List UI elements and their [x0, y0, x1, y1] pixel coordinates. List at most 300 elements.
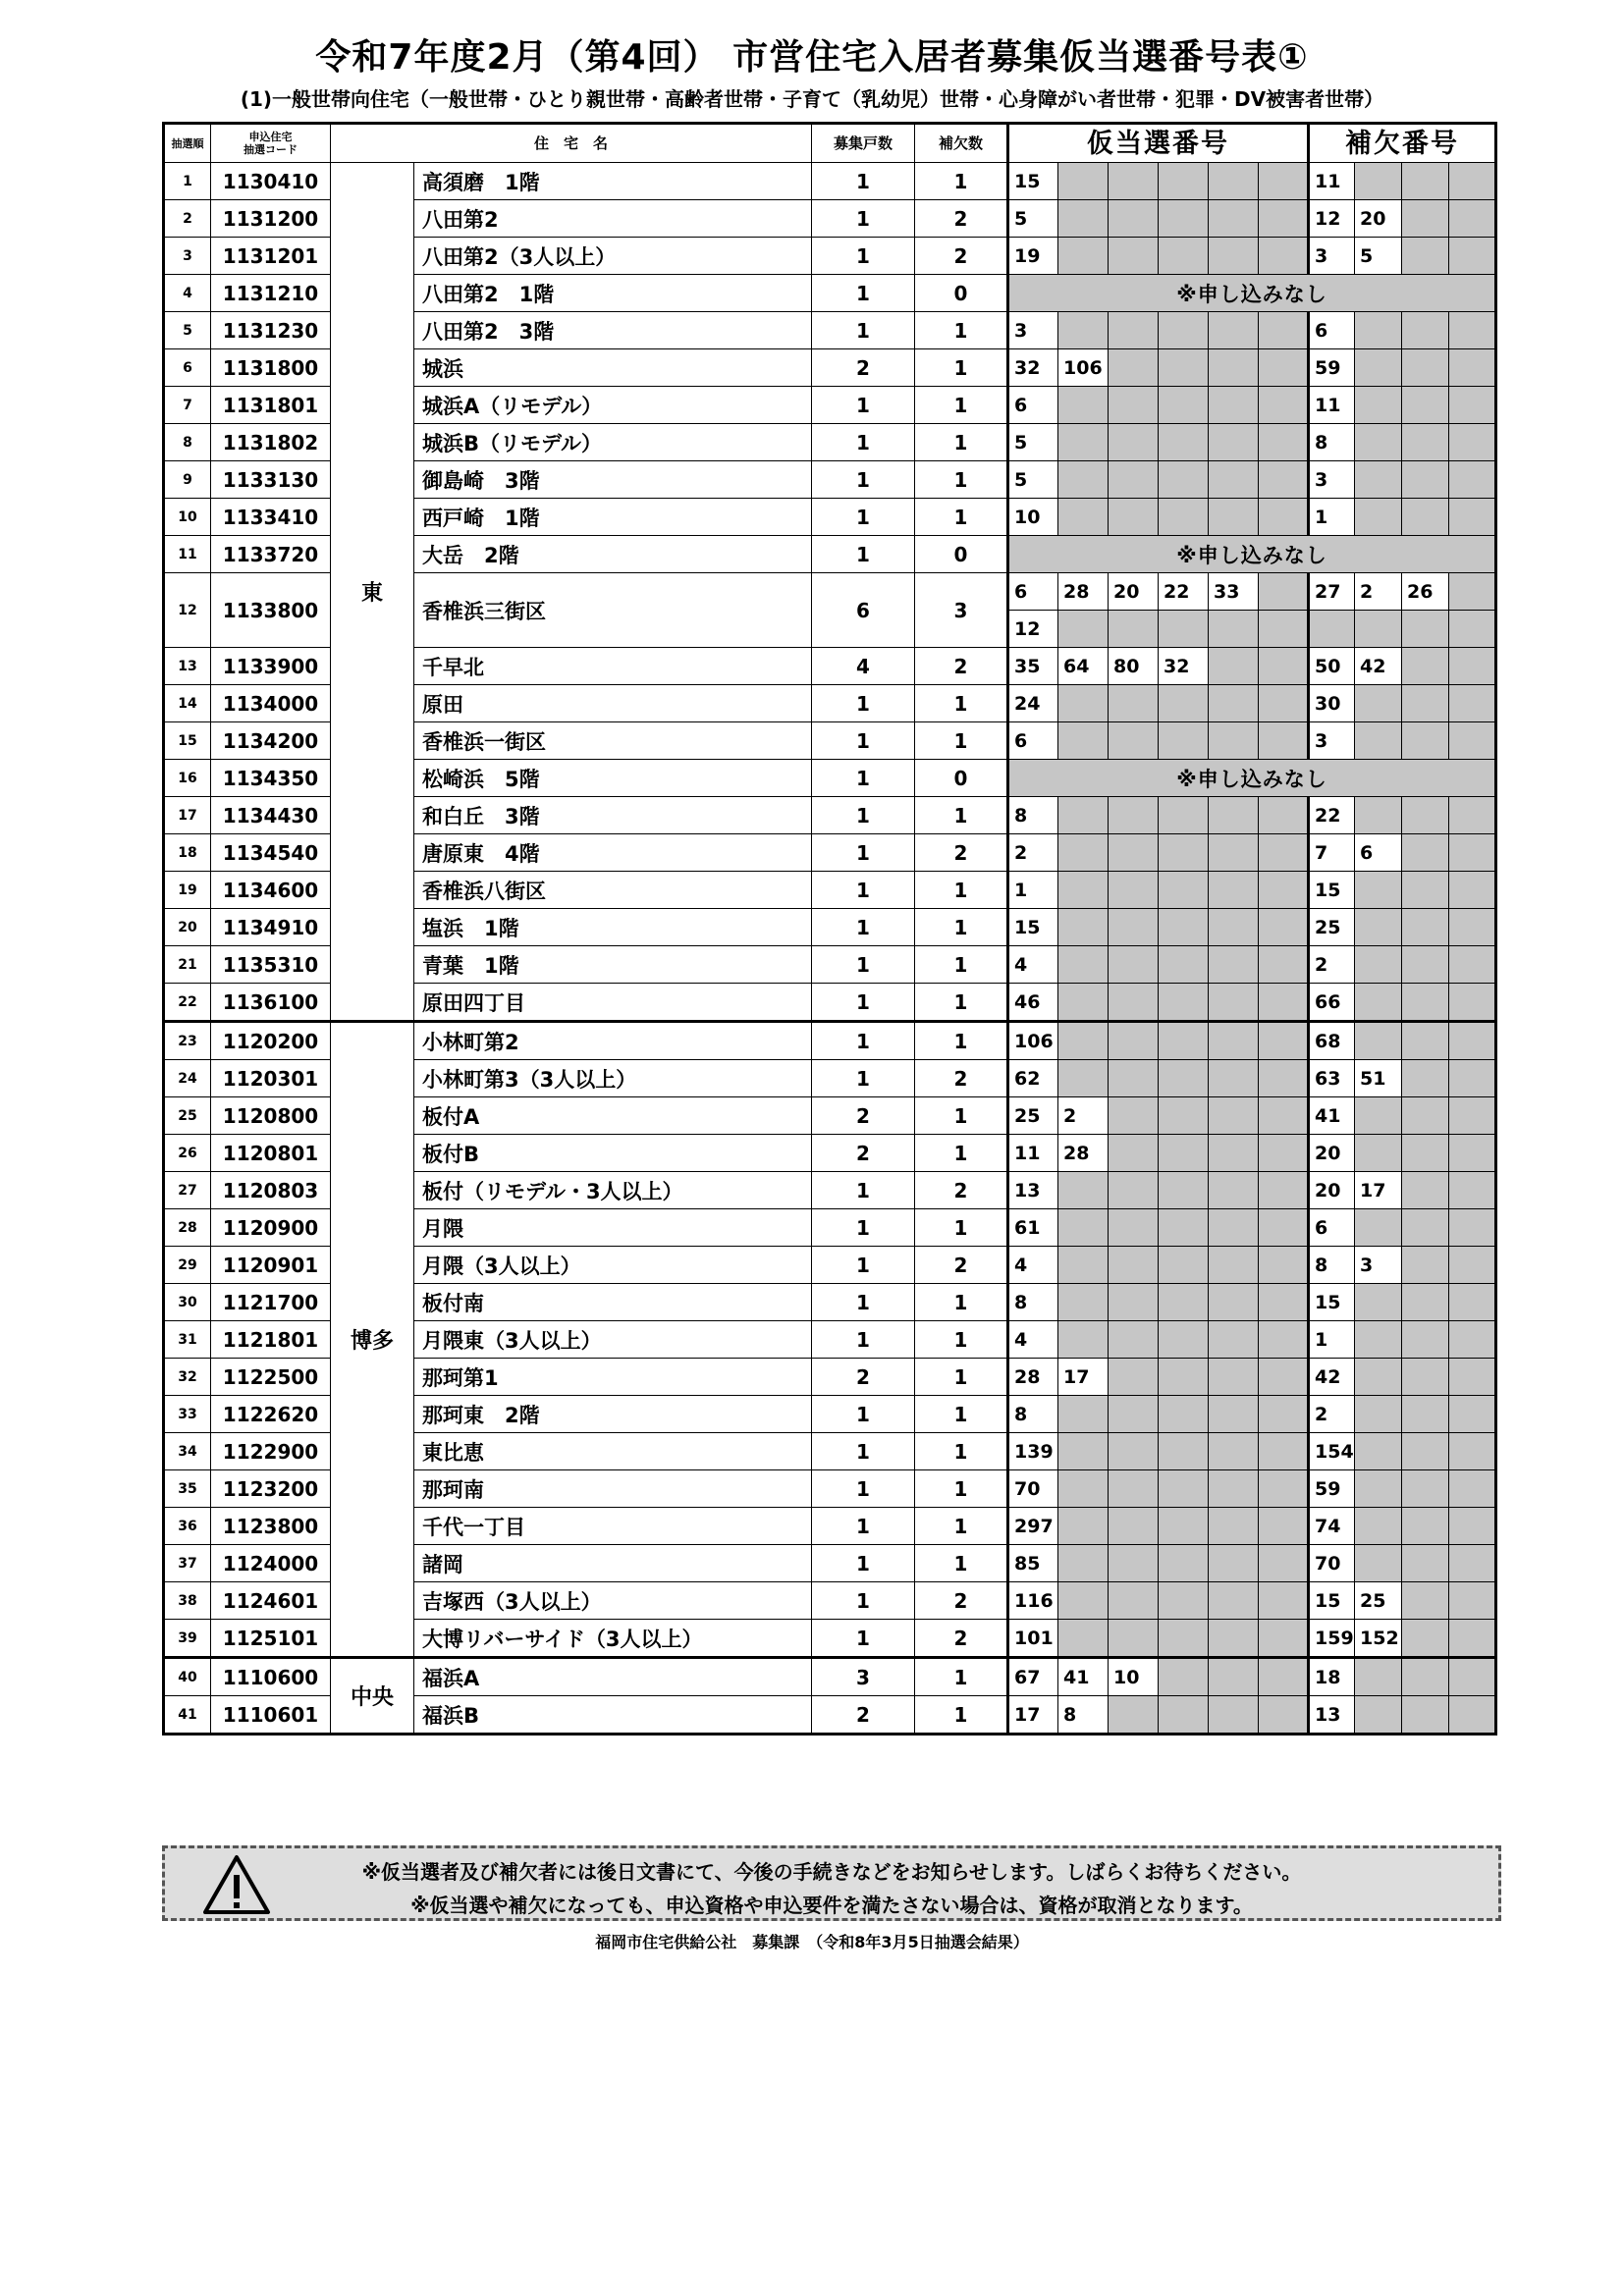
cell-no: 23: [164, 1022, 211, 1060]
winner-number-cell: [1109, 909, 1159, 946]
cell-code: 1120900: [211, 1209, 331, 1247]
cell-name: 板付南: [414, 1284, 812, 1321]
winner-number-cell: [1058, 1022, 1109, 1060]
reserve-number-cell: [1402, 1172, 1449, 1209]
winner-number-cell: [1159, 1209, 1209, 1247]
cell-recruit: 1: [812, 1247, 915, 1284]
cell-name: 八田第2（3人以上）: [414, 238, 812, 275]
reserve-number-cell: [1449, 1097, 1496, 1135]
winner-number-cell: [1109, 872, 1159, 909]
winner-number-cell: [1058, 685, 1109, 722]
winner-number-cell: [1109, 1209, 1159, 1247]
cell-recruit: 1: [812, 1060, 915, 1097]
winner-number-cell: [1259, 163, 1309, 200]
reserve-number-cell: 50: [1309, 648, 1355, 685]
winner-number-cell: 2: [1008, 834, 1058, 872]
reserve-number-cell: [1355, 349, 1402, 387]
winner-number-cell: [1109, 1470, 1159, 1508]
cell-no: 6: [164, 349, 211, 387]
winner-number-cell: [1259, 387, 1309, 424]
cell-code: 1122620: [211, 1396, 331, 1433]
reserve-number-cell: [1402, 200, 1449, 238]
reserve-number-cell: [1402, 499, 1449, 536]
winner-number-cell: [1058, 1545, 1109, 1582]
winner-number-cell: [1159, 1396, 1209, 1433]
cell-code: 1134600: [211, 872, 331, 909]
cell-recruit: 1: [812, 163, 915, 200]
reserve-number-cell: [1449, 1321, 1496, 1359]
cell-name: 原田四丁目: [414, 984, 812, 1022]
winner-number-cell: [1109, 1582, 1159, 1620]
reserve-number-cell: [1449, 200, 1496, 238]
winner-number-cell: [1159, 984, 1209, 1022]
winner-number-cell: 116: [1008, 1582, 1058, 1620]
cell-name: 和白丘 3階: [414, 797, 812, 834]
cell-recruit: 1: [812, 1545, 915, 1582]
reserve-number-cell: [1355, 499, 1402, 536]
cell-no: 25: [164, 1097, 211, 1135]
reserve-number-cell: [1402, 1433, 1449, 1470]
cell-code: 1134350: [211, 760, 331, 797]
winner-number-cell: [1209, 1022, 1259, 1060]
reserve-number-cell: [1355, 872, 1402, 909]
winner-number-cell: [1209, 611, 1259, 648]
cell-backup: 2: [915, 1247, 1008, 1284]
reserve-number-cell: 8: [1309, 1247, 1355, 1284]
cell-no: 33: [164, 1396, 211, 1433]
cell-code: 1134910: [211, 909, 331, 946]
winner-number-cell: [1259, 1247, 1309, 1284]
winner-number-cell: [1058, 1172, 1109, 1209]
cell-no: 18: [164, 834, 211, 872]
cell-recruit: 1: [812, 1620, 915, 1658]
cell-code: 1123800: [211, 1508, 331, 1545]
winner-number-cell: 25: [1008, 1097, 1058, 1135]
reserve-number-cell: [1402, 797, 1449, 834]
cell-recruit: 1: [812, 1470, 915, 1508]
winner-number-cell: [1058, 834, 1109, 872]
reserve-number-cell: [1402, 685, 1449, 722]
winner-number-cell: [1159, 499, 1209, 536]
winner-number-cell: 61: [1008, 1209, 1058, 1247]
cell-no: 7: [164, 387, 211, 424]
winner-number-cell: 67: [1008, 1658, 1058, 1696]
reserve-number-cell: [1449, 1135, 1496, 1172]
reserve-number-cell: [1449, 1696, 1496, 1735]
winner-number-cell: [1109, 1284, 1159, 1321]
winner-number-cell: 41: [1058, 1658, 1109, 1696]
cell-name: 城浜A（リモデル）: [414, 387, 812, 424]
cell-code: 1133900: [211, 648, 331, 685]
reserve-number-cell: [1402, 1060, 1449, 1097]
reserve-number-cell: 20: [1309, 1172, 1355, 1209]
winner-number-cell: [1058, 722, 1109, 760]
winner-number-cell: 8: [1008, 1396, 1058, 1433]
winner-number-cell: 13: [1008, 1172, 1058, 1209]
cell-name: 松崎浜 5階: [414, 760, 812, 797]
header-code-line2: 抽選コード: [244, 143, 298, 156]
winner-number-cell: 28: [1058, 1135, 1109, 1172]
winner-number-cell: [1159, 312, 1209, 349]
cell-recruit: 2: [812, 1135, 915, 1172]
cell-no: 20: [164, 909, 211, 946]
winner-number-cell: [1109, 797, 1159, 834]
winner-number-cell: [1259, 238, 1309, 275]
winner-number-cell: [1159, 685, 1209, 722]
reserve-number-cell: 13: [1309, 1696, 1355, 1735]
winner-number-cell: 297: [1008, 1508, 1058, 1545]
winner-number-cell: [1259, 1433, 1309, 1470]
reserve-number-cell: [1449, 1396, 1496, 1433]
winner-number-cell: [1209, 312, 1259, 349]
cell-code: 1120901: [211, 1247, 331, 1284]
cell-name: 吉塚西（3人以上）: [414, 1582, 812, 1620]
winner-number-cell: [1109, 349, 1159, 387]
winner-number-cell: [1259, 872, 1309, 909]
reserve-number-cell: 20: [1309, 1135, 1355, 1172]
winner-number-cell: [1109, 238, 1159, 275]
winner-number-cell: 4: [1008, 1321, 1058, 1359]
winner-number-cell: [1209, 1545, 1259, 1582]
cell-code: 1122500: [211, 1359, 331, 1396]
winner-number-cell: [1109, 1620, 1159, 1658]
reserve-number-cell: 20: [1355, 200, 1402, 238]
cell-backup: 1: [915, 387, 1008, 424]
winner-number-cell: [1259, 611, 1309, 648]
reserve-number-cell: 3: [1309, 238, 1355, 275]
winner-number-cell: [1109, 1359, 1159, 1396]
winner-number-cell: [1259, 573, 1309, 611]
winner-number-cell: 17: [1008, 1696, 1058, 1735]
table-row: [164, 1022, 1496, 1060]
winner-number-cell: 19: [1008, 238, 1058, 275]
winner-number-cell: [1109, 461, 1159, 499]
winner-number-cell: [1259, 1060, 1309, 1097]
reserve-number-cell: [1449, 1470, 1496, 1508]
cell-code: 1120301: [211, 1060, 331, 1097]
reserve-number-cell: [1355, 1097, 1402, 1135]
winner-number-cell: [1109, 1172, 1159, 1209]
cell-backup: 1: [915, 872, 1008, 909]
cell-backup: 1: [915, 1470, 1008, 1508]
cell-code: 1110600: [211, 1658, 331, 1696]
reserve-number-cell: [1402, 1135, 1449, 1172]
winner-number-cell: [1058, 946, 1109, 984]
reserve-number-cell: [1449, 1209, 1496, 1247]
reserve-number-cell: [1355, 312, 1402, 349]
winner-number-cell: 8: [1008, 1284, 1058, 1321]
winner-number-cell: [1159, 461, 1209, 499]
cell-code: 1133800: [211, 573, 331, 648]
cell-recruit: 1: [812, 499, 915, 536]
cell-code: 1135310: [211, 946, 331, 984]
cell-name: 東比恵: [414, 1433, 812, 1470]
reserve-number-cell: [1449, 1172, 1496, 1209]
winner-number-cell: [1109, 312, 1159, 349]
winner-number-cell: [1159, 200, 1209, 238]
winner-number-cell: [1259, 1135, 1309, 1172]
cell-code: 1131800: [211, 349, 331, 387]
winner-number-cell: [1159, 163, 1209, 200]
reserve-number-cell: [1402, 461, 1449, 499]
no-application-cell: ※申し込みなし: [1008, 275, 1496, 312]
winner-number-cell: [1259, 1470, 1309, 1508]
reserve-number-cell: [1449, 797, 1496, 834]
cell-no: 8: [164, 424, 211, 461]
reserve-number-cell: [1355, 1508, 1402, 1545]
table-row: [164, 163, 1496, 200]
winner-number-cell: [1159, 1172, 1209, 1209]
winner-number-cell: [1109, 1433, 1159, 1470]
cell-name: 那珂東 2階: [414, 1396, 812, 1433]
reserve-number-cell: [1402, 909, 1449, 946]
reserve-number-cell: [1402, 722, 1449, 760]
cell-backup: 1: [915, 1135, 1008, 1172]
winner-number-cell: [1209, 1582, 1259, 1620]
cell-backup: 1: [915, 1209, 1008, 1247]
winner-number-cell: [1058, 1620, 1109, 1658]
header-name: 住 宅 名: [331, 124, 812, 163]
cell-backup: 1: [915, 1658, 1008, 1696]
winner-number-cell: 5: [1008, 424, 1058, 461]
winner-number-cell: 5: [1008, 461, 1058, 499]
cell-name: 香椎浜三街区: [414, 573, 812, 648]
reserve-number-cell: 59: [1309, 349, 1355, 387]
cell-name: 香椎浜八街区: [414, 872, 812, 909]
cell-backup: 1: [915, 1433, 1008, 1470]
winner-number-cell: [1209, 349, 1259, 387]
winner-number-cell: [1209, 834, 1259, 872]
cell-no: 11: [164, 536, 211, 573]
winner-number-cell: [1109, 1545, 1159, 1582]
reserve-number-cell: [1355, 909, 1402, 946]
reserve-number-cell: [1355, 1209, 1402, 1247]
winner-number-cell: [1209, 872, 1259, 909]
cell-backup: 1: [915, 1097, 1008, 1135]
reserve-number-cell: 17: [1355, 1172, 1402, 1209]
cell-no: 24: [164, 1060, 211, 1097]
reserve-number-cell: [1449, 1247, 1496, 1284]
cell-recruit: 1: [812, 722, 915, 760]
cell-code: 1133130: [211, 461, 331, 499]
winner-number-cell: [1259, 1696, 1309, 1735]
reserve-number-cell: [1449, 872, 1496, 909]
reserve-number-cell: [1449, 1060, 1496, 1097]
winner-number-cell: [1259, 984, 1309, 1022]
cell-code: 1131802: [211, 424, 331, 461]
cell-no: 21: [164, 946, 211, 984]
winner-number-cell: [1159, 1060, 1209, 1097]
winner-number-cell: [1159, 1247, 1209, 1284]
winner-number-cell: [1159, 1620, 1209, 1658]
winner-number-cell: [1058, 1396, 1109, 1433]
cell-backup: 1: [915, 722, 1008, 760]
reserve-number-cell: [1355, 1022, 1402, 1060]
winner-number-cell: 5: [1008, 200, 1058, 238]
reserve-number-cell: [1402, 312, 1449, 349]
reserve-number-cell: [1449, 349, 1496, 387]
cell-name: 城浜: [414, 349, 812, 387]
header-winners: 仮当選番号: [1008, 124, 1309, 163]
winner-number-cell: 8: [1008, 797, 1058, 834]
winner-number-cell: [1159, 1508, 1209, 1545]
reserve-number-cell: [1449, 1022, 1496, 1060]
winner-number-cell: [1209, 648, 1259, 685]
cell-name: 福浜A: [414, 1658, 812, 1696]
winner-number-cell: 24: [1008, 685, 1058, 722]
winner-number-cell: [1209, 1135, 1259, 1172]
winner-number-cell: [1109, 387, 1159, 424]
district-label: 中央: [331, 1658, 414, 1735]
cell-recruit: 2: [812, 349, 915, 387]
cell-no: 4: [164, 275, 211, 312]
cell-code: 1124000: [211, 1545, 331, 1582]
page-title: 令和7年度2月（第4回） 市営住宅入居者募集仮当選番号表①: [315, 37, 1309, 78]
reserve-number-cell: [1402, 1696, 1449, 1735]
winner-number-cell: [1259, 722, 1309, 760]
cell-name: 原田: [414, 685, 812, 722]
reserve-number-cell: [1449, 946, 1496, 984]
cell-recruit: 1: [812, 946, 915, 984]
winner-number-cell: [1109, 685, 1159, 722]
winner-number-cell: 64: [1058, 648, 1109, 685]
winner-number-cell: [1259, 499, 1309, 536]
table-row: [164, 1658, 1496, 1696]
cell-no: 39: [164, 1620, 211, 1658]
winner-number-cell: [1058, 499, 1109, 536]
reserve-number-cell: [1449, 1433, 1496, 1470]
winner-number-cell: 17: [1058, 1359, 1109, 1396]
district-label: 博多: [331, 1022, 414, 1658]
winner-number-cell: [1209, 946, 1259, 984]
cell-name: 香椎浜一街区: [414, 722, 812, 760]
winner-number-cell: 20: [1109, 573, 1159, 611]
winner-number-cell: 106: [1008, 1022, 1058, 1060]
cell-backup: 2: [915, 1060, 1008, 1097]
cell-no: 1: [164, 163, 211, 200]
winner-number-cell: [1159, 1470, 1209, 1508]
reserve-number-cell: [1449, 685, 1496, 722]
winner-number-cell: [1209, 1359, 1259, 1396]
winner-number-cell: 3: [1008, 312, 1058, 349]
table-header-row: [164, 124, 1496, 163]
reserve-number-cell: [1402, 1359, 1449, 1396]
cell-recruit: 1: [812, 1433, 915, 1470]
winner-number-cell: [1259, 648, 1309, 685]
cell-recruit: 3: [812, 1658, 915, 1696]
winner-number-cell: 85: [1008, 1545, 1058, 1582]
winner-number-cell: [1259, 349, 1309, 387]
reserve-number-cell: 11: [1309, 387, 1355, 424]
winner-number-cell: 11: [1008, 1135, 1058, 1172]
winner-number-cell: [1058, 1209, 1109, 1247]
winner-number-cell: [1209, 1321, 1259, 1359]
winner-number-cell: [1209, 984, 1259, 1022]
winner-number-cell: [1109, 1508, 1159, 1545]
cell-no: 13: [164, 648, 211, 685]
reserve-number-cell: [1449, 499, 1496, 536]
cell-code: 1131210: [211, 275, 331, 312]
winner-number-cell: 4: [1008, 946, 1058, 984]
cell-code: 1133410: [211, 499, 331, 536]
winner-number-cell: [1259, 685, 1309, 722]
cell-no: 35: [164, 1470, 211, 1508]
cell-recruit: 4: [812, 648, 915, 685]
footer-note: 福岡市住宅供給公社 募集課 （令和8年3月5日抽選会結果）: [595, 1933, 1029, 1951]
cell-backup: 0: [915, 760, 1008, 797]
winner-number-cell: [1159, 722, 1209, 760]
winner-number-cell: [1209, 1658, 1259, 1696]
notice-box: [162, 1845, 1501, 1921]
winner-number-cell: [1109, 1097, 1159, 1135]
winner-number-cell: [1109, 1060, 1159, 1097]
cell-recruit: 1: [812, 797, 915, 834]
cell-name: 御島崎 3階: [414, 461, 812, 499]
reserve-number-cell: [1355, 611, 1402, 648]
cell-name: 月隈: [414, 1209, 812, 1247]
winner-number-cell: [1109, 722, 1159, 760]
winner-number-cell: [1109, 1022, 1159, 1060]
reserve-number-cell: [1402, 1321, 1449, 1359]
winner-number-cell: [1259, 200, 1309, 238]
winner-number-cell: [1159, 611, 1209, 648]
winner-number-cell: [1058, 1433, 1109, 1470]
reserve-number-cell: 42: [1309, 1359, 1355, 1396]
winner-number-cell: 1: [1008, 872, 1058, 909]
cell-backup: 2: [915, 238, 1008, 275]
cell-no: 22: [164, 984, 211, 1022]
winner-number-cell: [1259, 1284, 1309, 1321]
reserve-number-cell: 22: [1309, 797, 1355, 834]
cell-name: 青葉 1階: [414, 946, 812, 984]
winner-number-cell: [1058, 1321, 1109, 1359]
cell-backup: 0: [915, 275, 1008, 312]
winner-number-cell: [1058, 312, 1109, 349]
cell-name: 那珂南: [414, 1470, 812, 1508]
winner-number-cell: 10: [1008, 499, 1058, 536]
reserve-number-cell: 74: [1309, 1508, 1355, 1545]
winner-number-cell: [1109, 1321, 1159, 1359]
winner-number-cell: [1259, 1172, 1309, 1209]
notice-line-2: ※仮当選や補欠になっても、申込資格や申込要件を満たさない場合は、資格が取消となります。: [410, 1894, 1253, 1917]
winner-number-cell: [1209, 1396, 1259, 1433]
winner-number-cell: 8: [1058, 1696, 1109, 1735]
cell-recruit: 1: [812, 536, 915, 573]
cell-backup: 2: [915, 200, 1008, 238]
cell-backup: 2: [915, 1620, 1008, 1658]
cell-name: 千代一丁目: [414, 1508, 812, 1545]
winner-number-cell: [1209, 238, 1259, 275]
cell-recruit: 1: [812, 1172, 915, 1209]
winner-number-cell: [1259, 909, 1309, 946]
reserve-number-cell: [1402, 834, 1449, 872]
winner-number-cell: [1159, 1696, 1209, 1735]
cell-no: 12: [164, 573, 211, 648]
cell-backup: 2: [915, 1172, 1008, 1209]
cell-name: 小林町第3（3人以上）: [414, 1060, 812, 1097]
cell-name: 八田第2 1階: [414, 275, 812, 312]
cell-no: 2: [164, 200, 211, 238]
reserve-number-cell: [1449, 387, 1496, 424]
reserve-number-cell: [1449, 163, 1496, 200]
header-reserves: 補欠番号: [1309, 124, 1496, 163]
winner-number-cell: [1109, 946, 1159, 984]
reserve-number-cell: [1355, 1470, 1402, 1508]
winner-number-cell: [1109, 1135, 1159, 1172]
cell-name: 大博リバーサイド（3人以上）: [414, 1620, 812, 1658]
winner-number-cell: [1209, 1097, 1259, 1135]
reserve-number-cell: 42: [1355, 648, 1402, 685]
